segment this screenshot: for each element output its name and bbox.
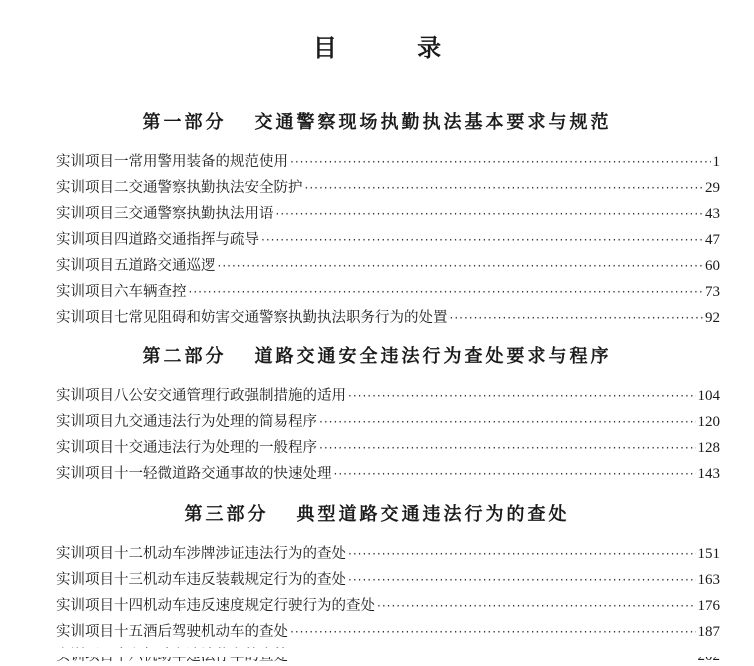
dot-leader: [450, 311, 704, 325]
entry-label: 实训项目二: [56, 180, 129, 196]
page-bottom-crop: [0, 648, 754, 657]
toc-entry[interactable]: [56, 280, 720, 302]
dot-leader: [290, 625, 696, 639]
entry-page-number: 143: [697, 466, 720, 482]
entry-label: 实训项目十五: [56, 624, 143, 640]
entry-page-number: 1: [712, 154, 720, 170]
part-heading-1: [0, 108, 754, 134]
part-label: 第一部分: [142, 112, 227, 133]
entry-label: 实训项目十二: [56, 546, 143, 562]
entry-label: 实训项目五: [56, 258, 129, 274]
part-title: 道路交通安全违法行为查处要求与程序: [254, 346, 612, 367]
toc-entry[interactable]: [56, 306, 720, 328]
dot-leader: [189, 285, 704, 299]
entry-label: 实训项目九: [56, 414, 129, 430]
entry-label: 实训项目十一: [56, 466, 143, 482]
entry-page-number: 128: [697, 440, 720, 456]
entry-page-number: 73: [705, 284, 720, 300]
toc-entry[interactable]: [56, 150, 720, 172]
entry-label: 实训项目六: [56, 284, 129, 300]
page-title: 目 录: [312, 33, 478, 62]
dot-leader: [261, 233, 703, 247]
entry-label: 实训项目四: [56, 232, 129, 248]
entry-title: 酒后驾驶机动车的查处: [143, 624, 288, 640]
toc-entry[interactable]: [56, 176, 720, 198]
entry-page-number: 60: [705, 258, 720, 274]
dot-leader: [319, 441, 696, 455]
dot-leader: [319, 415, 696, 429]
entry-label: 实训项目一: [56, 154, 129, 170]
toc-entry[interactable]: [56, 202, 720, 224]
entry-title: 交通警察执勤执法用语: [128, 206, 274, 222]
dot-leader: [305, 181, 704, 195]
entry-page-number: 151: [697, 546, 720, 562]
toc-entry[interactable]: [56, 436, 720, 458]
part-heading-3: [0, 500, 754, 526]
entry-title: 交通违法行为处理的一般程序: [128, 440, 317, 456]
dot-leader: [377, 599, 696, 613]
toc-entry[interactable]: [56, 254, 720, 276]
entry-page-number: 176: [697, 598, 720, 614]
toc-entry[interactable]: [56, 462, 720, 484]
entry-title: 交通违法行为处理的简易程序: [128, 414, 317, 430]
part-title: 交通警察现场执勤执法基本要求与规范: [254, 112, 612, 133]
entry-title: 交通警察执勤执法安全防护: [128, 180, 303, 196]
dot-leader: [348, 389, 696, 403]
entry-label: 实训项目八: [56, 388, 129, 404]
entry-title: 机动车违反速度规定行驶行为的查处: [143, 598, 375, 614]
part-label: 第二部分: [142, 346, 227, 367]
toc-entry[interactable]: [56, 568, 720, 590]
entry-title: 公安交通管理行政强制措施的适用: [128, 388, 346, 404]
entry-page-number: 120: [697, 414, 720, 430]
entry-title: 机动车涉牌涉证违法行为的查处: [143, 546, 346, 562]
entry-title: 道路交通指挥与疏导: [128, 232, 259, 248]
entry-label: 实训项目十: [56, 440, 129, 456]
toc-entry[interactable]: [56, 384, 720, 406]
entry-page-number: 104: [697, 388, 720, 404]
dot-leader: [290, 155, 711, 169]
entry-title: 道路交通巡逻: [128, 258, 216, 274]
toc-entry[interactable]: [56, 410, 720, 432]
dot-leader: [276, 207, 704, 221]
part-heading-2: [0, 342, 754, 368]
entry-label: 实训项目三: [56, 206, 129, 222]
entry-page-number: 92: [705, 310, 720, 326]
dot-leader: [348, 547, 696, 561]
entry-title: 车辆查控: [128, 284, 187, 300]
entry-page-number: 47: [705, 232, 720, 248]
entry-label: 实训项目七: [56, 310, 129, 326]
dot-leader: [334, 467, 696, 481]
toc-entry[interactable]: [56, 620, 720, 642]
entry-title: 常用警用装备的规范使用: [128, 154, 288, 170]
toc-entry[interactable]: [56, 594, 720, 616]
entry-title: 机动车违反装载规定行为的查处: [143, 572, 346, 588]
part-label: 第三部分: [184, 504, 269, 525]
toc-entry[interactable]: [56, 228, 720, 250]
entry-label: 实训项目十三: [56, 572, 143, 588]
entry-page-number: 29: [705, 180, 720, 196]
dot-leader: [218, 259, 704, 273]
entry-page-number: 187: [697, 624, 720, 640]
entry-title: 常见阻碍和妨害交通警察执勤执法职务行为的处置: [128, 310, 448, 326]
dot-leader: [348, 573, 696, 587]
toc-entry[interactable]: [56, 542, 720, 564]
part-title: 典型道路交通违法行为的查处: [296, 504, 570, 525]
entry-page-number: 163: [697, 572, 720, 588]
entry-page-number: 43: [705, 206, 720, 222]
entry-title: 轻微道路交通事故的快速处理: [143, 466, 332, 482]
entry-label: 实训项目十四: [56, 598, 143, 614]
